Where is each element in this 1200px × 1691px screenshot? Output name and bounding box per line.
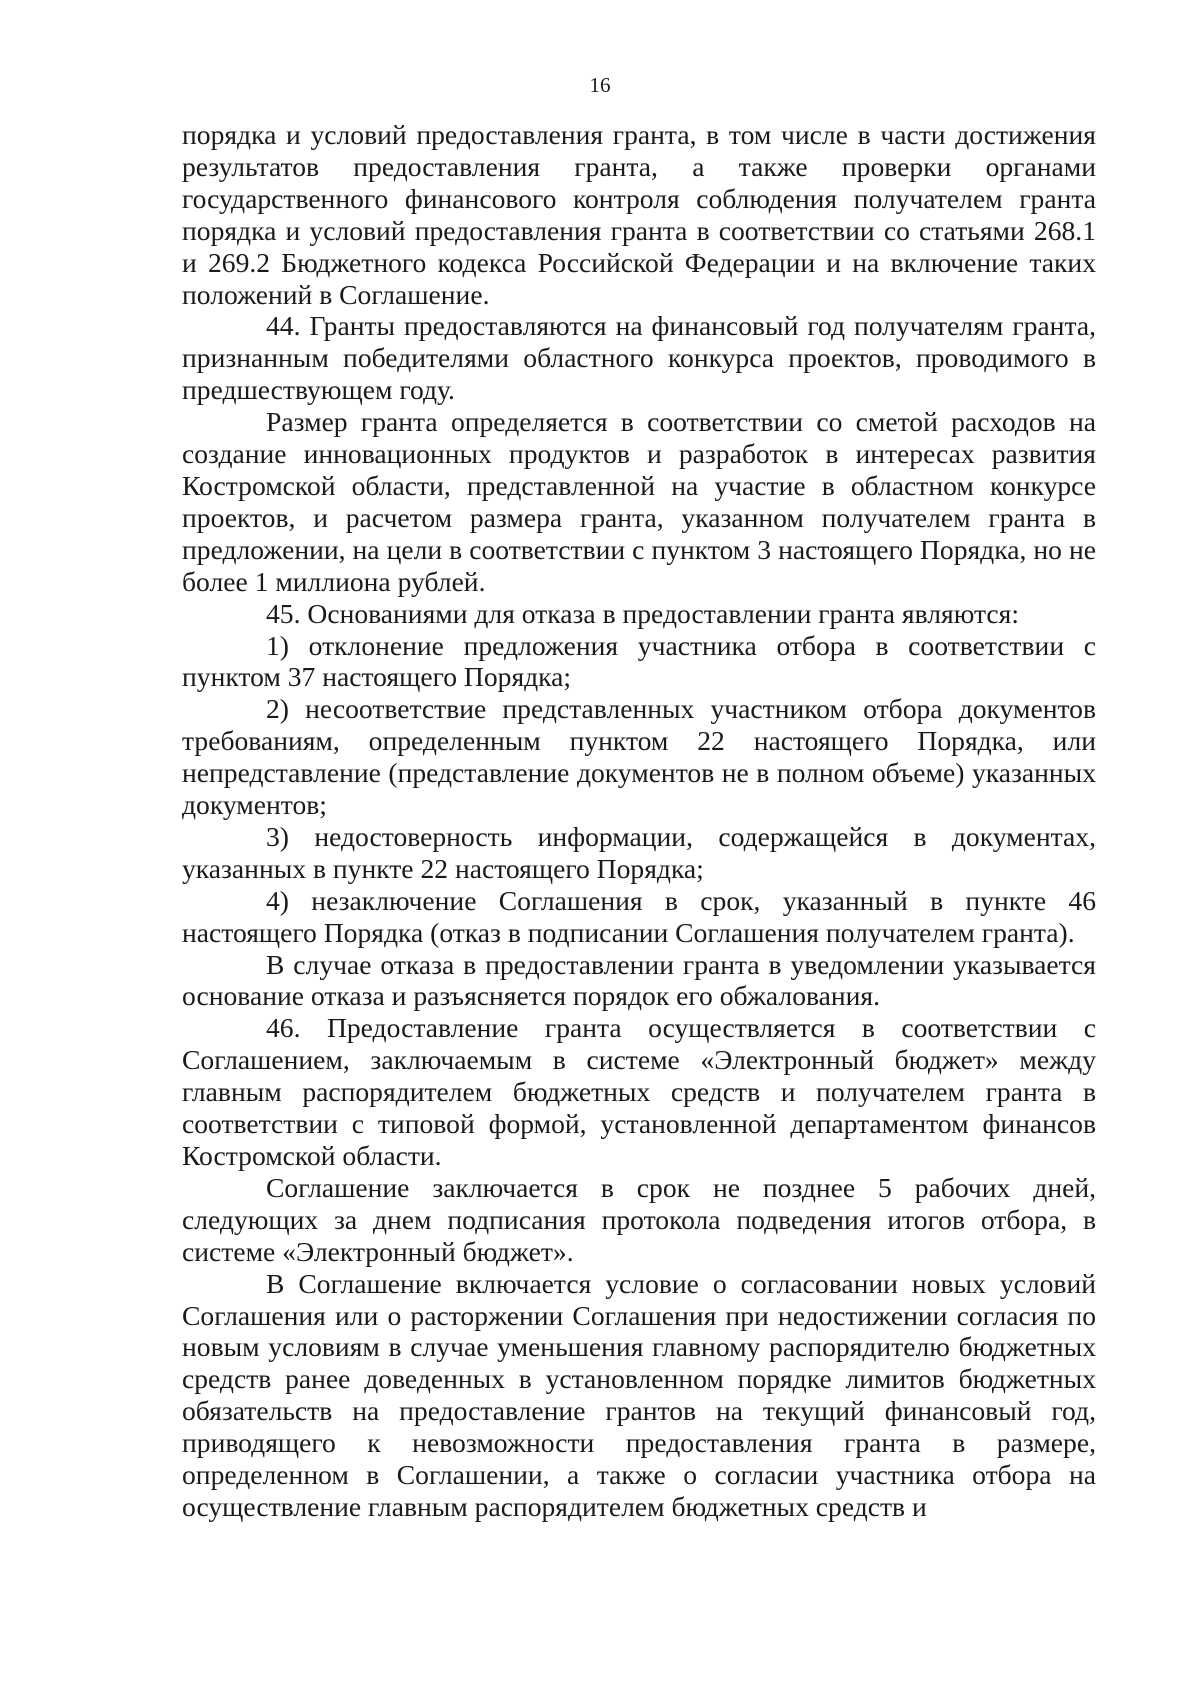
document-body [182,119,1096,1523]
paragraph: 45. Основаниями для отказа в предоставлении гранта являются: [266,597,1019,629]
paragraph: 2) несоответствие представленных участником отбора документов требованиям, определенным пунктом 22 настоящего Порядка, или непредставление (представление документов не в полном объеме) указанных документов; [182,693,1096,821]
paragraph: В случае отказа в предоставлении гранта в уведомлении указывается основание отказа и разъясняется порядок его обжалования. [182,948,1096,1012]
paragraph: 46. Предоставление гранта осуществляется в соответствии с Соглашением, заключаемым в системе «Электронный бюджет» между главным распорядителем бюджетных средств и получателем гранта в соответствии с типовой формой, установленной департаментом финансов Костромской области. [182,1012,1096,1171]
paragraph: 44. Гранты предоставляются на финансовый год получателям гранта, признанным победителями областного конкурса проектов, проводимого в предшествующем году. [182,310,1096,406]
paragraph: 3) недостоверность информации, содержащейся в документах, указанных в пункте 22 настоящего Порядка; [182,820,1096,884]
paragraph: 1) отклонение предложения участника отбора в соответствии с пунктом 37 настоящего Порядка; [182,629,1096,693]
paragraph: 4) незаключение Соглашения в срок, указанный в пункте 46 настоящего Порядка (отказ в подписании Соглашения получателем гранта). [182,884,1096,948]
page-number: 16 [589,73,611,97]
paragraph: Размер гранта определяется в соответствии со сметой расходов на создание инновационных продуктов и разработок в интересах развития Костромской области, представленной на участие в областном конкурсе проектов, и расчетом размера гранта, указанном получателем гранта в предложении, на цели в соответствии с пунктом 3 настоящего Порядка, но не более 1 миллиона рублей. [182,406,1096,597]
paragraph: порядка и условий предоставления гранта, в том числе в части достижения результатов предоставления гранта, а также проверки органами государственного финансового контроля соблюдения получателем гранта порядка и условий предоставления гранта в соответствии со статьями 268.1 и 269.2 Бюджетного кодекса Российской Федерации и на включение таких положений в Соглашение. [182,119,1096,310]
paragraph: В Соглашение включается условие о согласовании новых условий Соглашения или о расторжении Соглашения при недостижении согласия по новым условиям в случае уменьшения главному распорядителю бюджетных средств ранее доведенных в установленном порядке лимитов бюджетных обязательств на предоставление грантов на текущий финансовый год, приводящего к невозможности предоставления гранта в размере, определенном в Соглашении, а также о согласии участника отбора на осуществление главным распорядителем бюджетных средств и [182,1267,1096,1522]
paragraph: Соглашение заключается в срок не позднее 5 рабочих дней, следующих за днем подписания протокола подведения итогов отбора, в системе «Электронный бюджет». [182,1171,1096,1267]
